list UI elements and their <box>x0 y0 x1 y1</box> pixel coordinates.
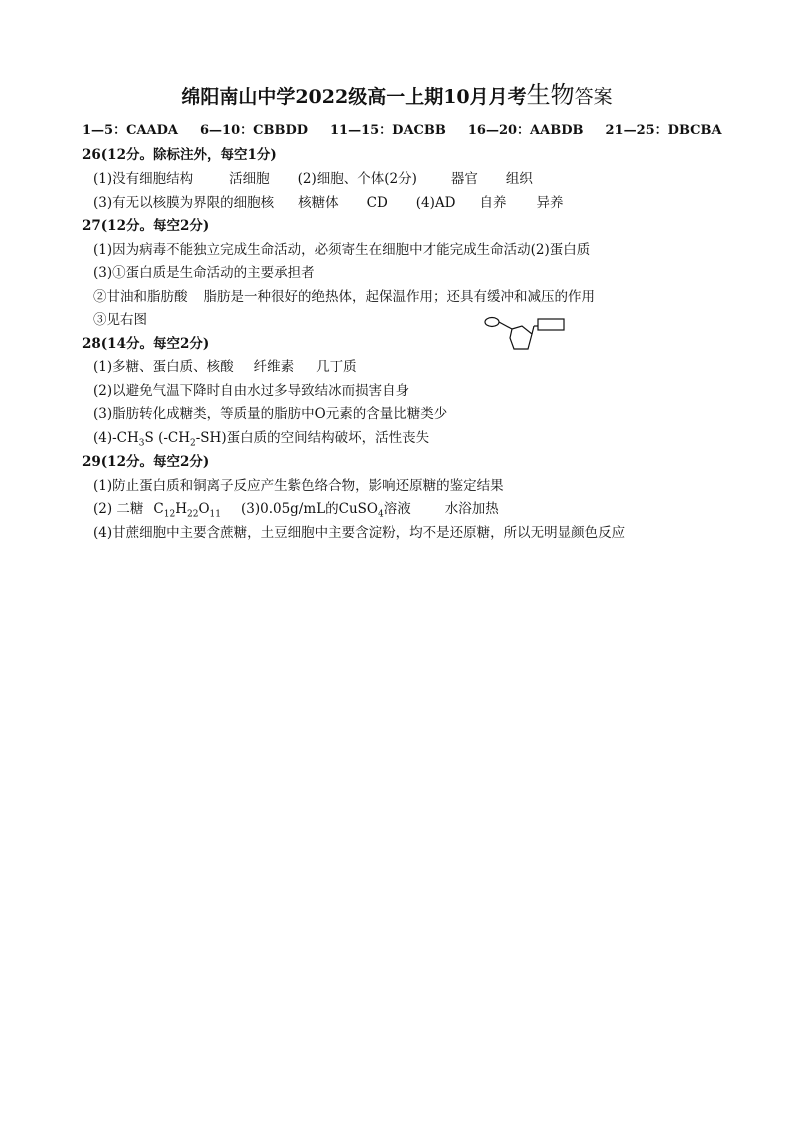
q27-line-3 <box>93 288 595 306</box>
answer: 活细胞 <box>229 171 270 187</box>
mc-6-10: 6—10：CBBDD <box>199 123 308 138</box>
formula-part: C <box>153 501 164 517</box>
answer: (3)有无以核膜为界限的细胞核 <box>93 195 275 211</box>
answer: (2)细胞、个体(2分) <box>297 171 417 187</box>
answer: 组织 <box>505 171 533 187</box>
q27-heading: 27(12分。每空2分) <box>82 218 210 234</box>
title-main: 绵阳南山中学2022级高一上期10月月考 <box>181 86 527 108</box>
answer: -SH)蛋白质的空间结构破坏，活性丧失 <box>195 430 430 446</box>
base-rectangle <box>538 319 564 330</box>
subscript: 2 <box>190 438 196 449</box>
answer: (4)AD <box>415 195 456 211</box>
subscript: 12 <box>163 509 176 520</box>
answer: S (-CH <box>144 430 191 446</box>
answer: 异养 <box>536 195 564 211</box>
q28-line-4 <box>93 429 429 453</box>
subscript: 4 <box>377 509 384 520</box>
q26-line-2 <box>93 194 563 212</box>
q27-line-4: ③见右图 <box>93 312 147 328</box>
answer: (4)-CH <box>93 430 139 446</box>
q26-line-1 <box>93 170 533 188</box>
title-subject: 生物 <box>526 81 575 109</box>
formula-part: O <box>198 501 210 517</box>
q28-line-2: (2)以避免气温下降时自由水过多导致结冰而损害自身 <box>93 383 410 399</box>
bond-line <box>532 326 534 334</box>
answer: (3)0.05g/mL的CuSO <box>240 501 378 517</box>
mc-16-20: 16—20：AABDB <box>467 123 584 138</box>
answer: 水浴加热 <box>444 501 499 517</box>
title-tail: 答案 <box>574 86 613 108</box>
answer: (2) 二糖 <box>93 501 144 517</box>
q27-line-2: (3)①蛋白质是生命活动的主要承担者 <box>93 265 315 281</box>
formula <box>153 501 221 520</box>
answer: (1)多糖、蛋白质、核酸 <box>93 359 234 375</box>
q28-heading: 28(14分。每空2分) <box>82 336 210 352</box>
answer: (1)没有细胞结构 <box>93 171 194 187</box>
q26-heading: 26(12分。除标注外，每空1分) <box>82 147 277 163</box>
formula-part: H <box>175 501 187 517</box>
q28-line-1 <box>93 358 357 376</box>
mc-11-15: 11—15：DACBB <box>330 123 446 138</box>
bond-line <box>499 322 512 329</box>
q29-heading: 29(12分。每空2分) <box>82 454 210 470</box>
q29-line-3: (4)甘蔗细胞中主要含蔗糖，土豆细胞中主要含淀粉，均不是还原糖，所以无明显颜色反应 <box>93 525 626 541</box>
multiple-choice-answers <box>82 122 744 140</box>
q29-line-2 <box>93 500 499 524</box>
answer: 几丁质 <box>316 359 357 375</box>
q28-line-3: (3)脂肪转化成糖类，等质量的脂肪中O元素的含量比糖类少 <box>93 406 448 422</box>
nucleotide-structure-diagram <box>484 314 574 354</box>
q29-line-1: (1)防止蛋白质和铜离子反应产生紫色络合物，影响还原糖的鉴定结果 <box>93 478 504 494</box>
answer: 纤维素 <box>253 359 295 375</box>
answer: ②甘油和脂肪酸 <box>93 289 188 305</box>
subscript: 22 <box>187 509 199 520</box>
answer: 脂肪是一种很好的绝热体，起保温作用；还具有缓冲和减压的作用 <box>203 289 595 305</box>
answer: 器官 <box>450 171 478 187</box>
answer: CD <box>366 195 388 211</box>
phosphate-circle <box>485 318 499 327</box>
mc-1-5: 1—5：CAADA <box>82 123 178 138</box>
pentose-ring <box>510 326 532 349</box>
q27-line-1: (1)因为病毒不能独立完成生命活动，必须寄生在细胞中才能完成生命活动(2)蛋白质 <box>93 242 591 258</box>
subscript: 11 <box>209 509 221 520</box>
subscript: 3 <box>138 438 145 449</box>
answer: 溶液 <box>383 501 411 517</box>
answer: 核糖体 <box>298 195 339 211</box>
mc-21-25: 21—25：DBCBA <box>605 123 722 138</box>
answer: 自养 <box>479 195 507 211</box>
page-title <box>0 80 794 112</box>
